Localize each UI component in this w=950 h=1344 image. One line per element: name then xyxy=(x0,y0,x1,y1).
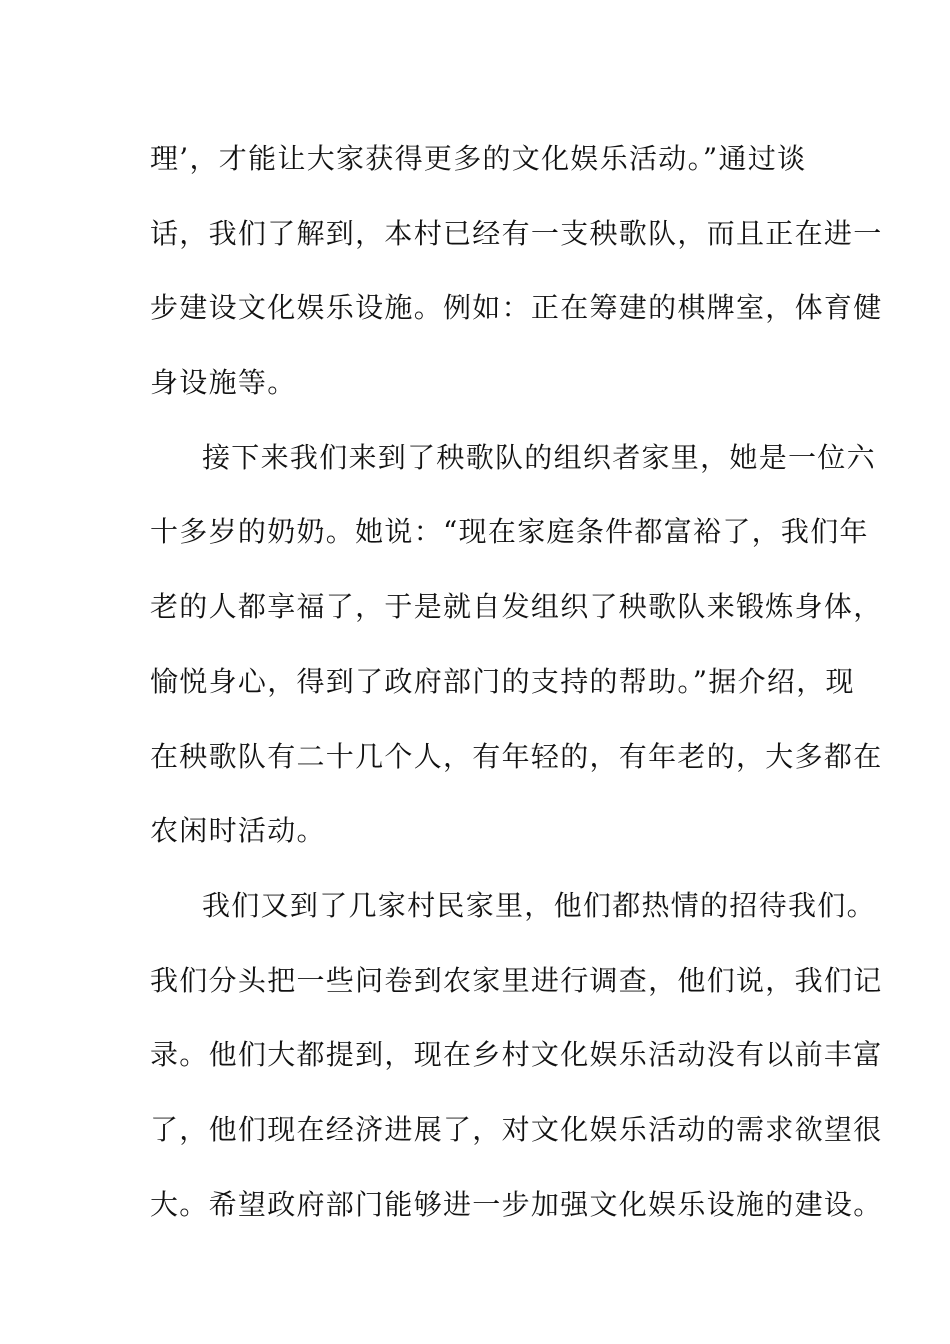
text-line: 录。他们大都提到，现在乡村文化娱乐活动没有以前丰富 xyxy=(150,1038,883,1072)
text-line: 老的人都享福了，于是就自发组织了秧歌队来锻炼身体， xyxy=(150,590,883,624)
text-line: 了，他们现在经济进展了，对文化娱乐活动的需求欲望很 xyxy=(150,1112,883,1146)
text-line: 身设施等。 xyxy=(150,366,297,400)
body-text xyxy=(150,122,883,1242)
text-line: 在秧歌队有二十几个人，有年轻的，有年老的，大多都在 xyxy=(150,739,883,773)
text-line: 理’，才能让大家获得更多的文化娱乐活动。”通过谈 xyxy=(150,142,807,175)
paragraph-start-line: 接下来我们来到了秧歌队的组织者家里，她是一位六 xyxy=(202,440,876,474)
text-line: 步建设文化娱乐设施。例如：正在筹建的棋牌室，体育健 xyxy=(150,291,883,325)
text-line: 我们分头把一些问卷到农家里进行调查，他们说，我们记 xyxy=(150,963,883,997)
text-line: 农闲时活动。 xyxy=(150,814,326,848)
paragraph-start-line: 我们又到了几家村民家里，他们都热情的招待我们。 xyxy=(202,888,876,922)
text-line: 十多岁的奶奶。她说：“现在家庭条件都富裕了，我们年 xyxy=(150,515,869,549)
text-line: 话，我们了解到，本村已经有一支秧歌队，而且正在进一 xyxy=(150,216,883,250)
text-line: 大。希望政府部门能够进一步加强文化娱乐设施的建设。 xyxy=(150,1187,883,1221)
text-line: 愉悦身心，得到了政府部门的支持的帮助。”据介绍，现 xyxy=(150,664,855,698)
